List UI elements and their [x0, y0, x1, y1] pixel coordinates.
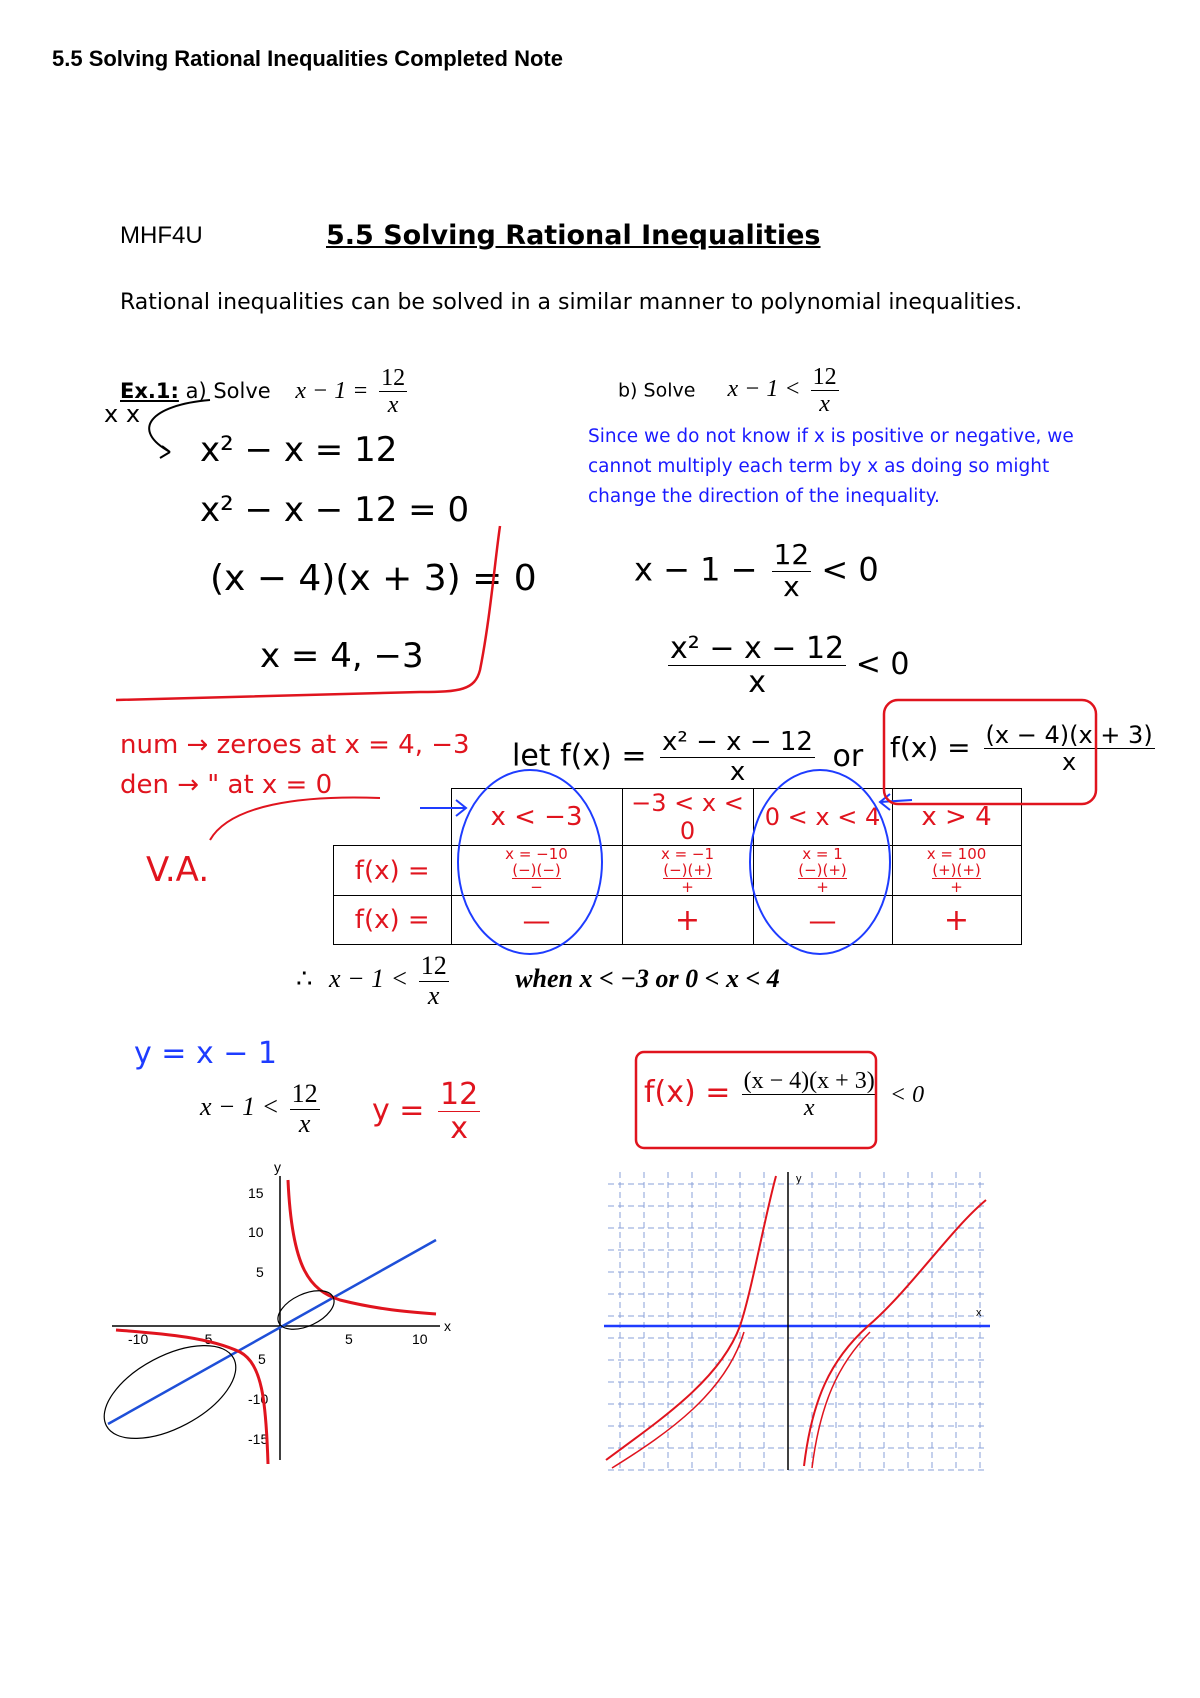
left-x-tick-neg10: -10: [128, 1331, 149, 1347]
interval-header-1: x < −3: [451, 789, 622, 846]
interval-circle-3: [750, 770, 890, 954]
blue-arrow: [420, 800, 466, 816]
left-y-tick-5: 5: [256, 1264, 264, 1280]
example-label: Ex.1:: [120, 378, 179, 403]
part-a-lhs: x − 1 =: [295, 377, 369, 404]
left-y-tick-neg10: -10: [248, 1391, 269, 1407]
blue-note: Since we do not know if x is positive or negative, we cannot multiply each term by x as doing so might change the direction of the inequality.: [588, 426, 1074, 507]
part-a-step1: x² − x = 12: [200, 430, 398, 470]
va-arrow: [210, 797, 380, 840]
right-curve-left: [606, 1176, 776, 1460]
factored-box: [884, 700, 1096, 804]
left-x-axis-label: x: [444, 1318, 451, 1334]
sign-cell-1: —: [451, 896, 622, 945]
part-b-fraction: $\frac{12}{x}$: [812, 364, 837, 418]
course-code: MHF4U: [120, 222, 203, 249]
left-x-tick-10: 10: [412, 1331, 428, 1347]
right-y-axis-label: y: [796, 1173, 802, 1185]
line-label: y = x − 1: [134, 1036, 278, 1071]
part-a-step3: (x − 4)(x + 3) = 0: [210, 558, 537, 599]
interval-circle-1: [458, 770, 602, 954]
hyperbola-right: [288, 1180, 436, 1314]
sign-cell-4: +: [892, 896, 1021, 945]
test-cell-3: x = 1 (−)(+) +: [753, 846, 892, 896]
left-x-tick-neg5: -5: [200, 1331, 213, 1347]
numerator-zeros-note: num → zeroes at x = 4, −3: [120, 730, 470, 760]
interval-header-2: −3 < x < 0: [622, 789, 753, 846]
left-graph-inequality: x − 1 < $\frac{12}{x}$: [200, 1079, 318, 1138]
sign-cell-2: +: [622, 896, 753, 945]
hyperbola-label: y = $\frac{12}{x}$: [372, 1077, 479, 1146]
conclusion: ∴ x − 1 < $\frac{12}{x}$ when x < −3 or 0 < x < 4: [296, 951, 780, 1010]
blue-line: [108, 1240, 436, 1424]
multiply-arrow: [149, 400, 210, 458]
vertical-asymptote-note: V.A.: [146, 850, 210, 890]
part-a-bracket: [116, 526, 500, 700]
sign-cell-3: —: [753, 896, 892, 945]
left-y-axis-label: y: [274, 1159, 281, 1175]
page-header: 5.5 Solving Rational Inequalities Completed Note: [52, 46, 563, 71]
interval-header-4: x > 4: [892, 789, 1021, 846]
part-a-step4: x = 4, −3: [260, 636, 424, 676]
part-b-step2: $\frac{\text{x² − x − 12}}{x}$ < 0: [670, 631, 910, 700]
left-y-tick-10: 10: [248, 1224, 264, 1240]
part-a-prefix: a) Solve: [185, 378, 271, 403]
intersection-circle-1: [272, 1283, 340, 1337]
lesson-title: 5.5 Solving Rational Inequalities: [326, 220, 821, 251]
test-cell-4: x = 100 (+)(+) +: [892, 846, 1021, 896]
intro-text: Rational inequalities can be solved in a similar manner to polynomial inequalities.: [120, 290, 1023, 315]
test-cell-2: x = −1 (−)(+) +: [622, 846, 753, 896]
part-a-step2: x² − x − 12 = 0: [200, 490, 470, 530]
right-graph: [604, 1172, 990, 1470]
left-graph: [90, 1159, 451, 1464]
left-y-tick-neg5: 5: [258, 1351, 266, 1367]
function-box: [636, 1052, 876, 1148]
left-y-tick-neg15: -15: [248, 1431, 269, 1447]
hyperbola-left: [116, 1330, 268, 1464]
let-f-definition: let f(x) = $\frac{\text{x² − x − 12}}{x}$ or: [512, 727, 864, 787]
right-graph-function: f(x) = $\frac{(x - 4)(x + 3)}{x}$ < 0: [644, 1068, 925, 1122]
left-y-tick-15: 15: [248, 1185, 264, 1201]
multiply-note: x x: [104, 400, 141, 428]
part-a-fraction: $\frac{12}{x}$: [381, 365, 406, 419]
f-row2-label: f(x) =: [334, 896, 452, 945]
right-x-axis-label: x: [976, 1307, 982, 1319]
part-b-lhs: x − 1 <: [727, 376, 801, 403]
test-cell-1: x = −10 (−)(−) −: [451, 846, 622, 896]
factored-f: f(x) = $\frac{(x - 4)(x + 3)}{x}$: [890, 721, 1153, 777]
f-row1-label: f(x) =: [334, 846, 452, 896]
interval-header-3: 0 < x < 4: [753, 789, 892, 846]
part-b-step1: x − 1 − $\frac{12}{x}$ < 0: [634, 538, 879, 603]
part-b-prefix: b) Solve: [618, 379, 696, 402]
denominator-zero-note: den → " at x = 0: [120, 770, 333, 800]
left-x-tick-5: 5: [345, 1331, 353, 1347]
